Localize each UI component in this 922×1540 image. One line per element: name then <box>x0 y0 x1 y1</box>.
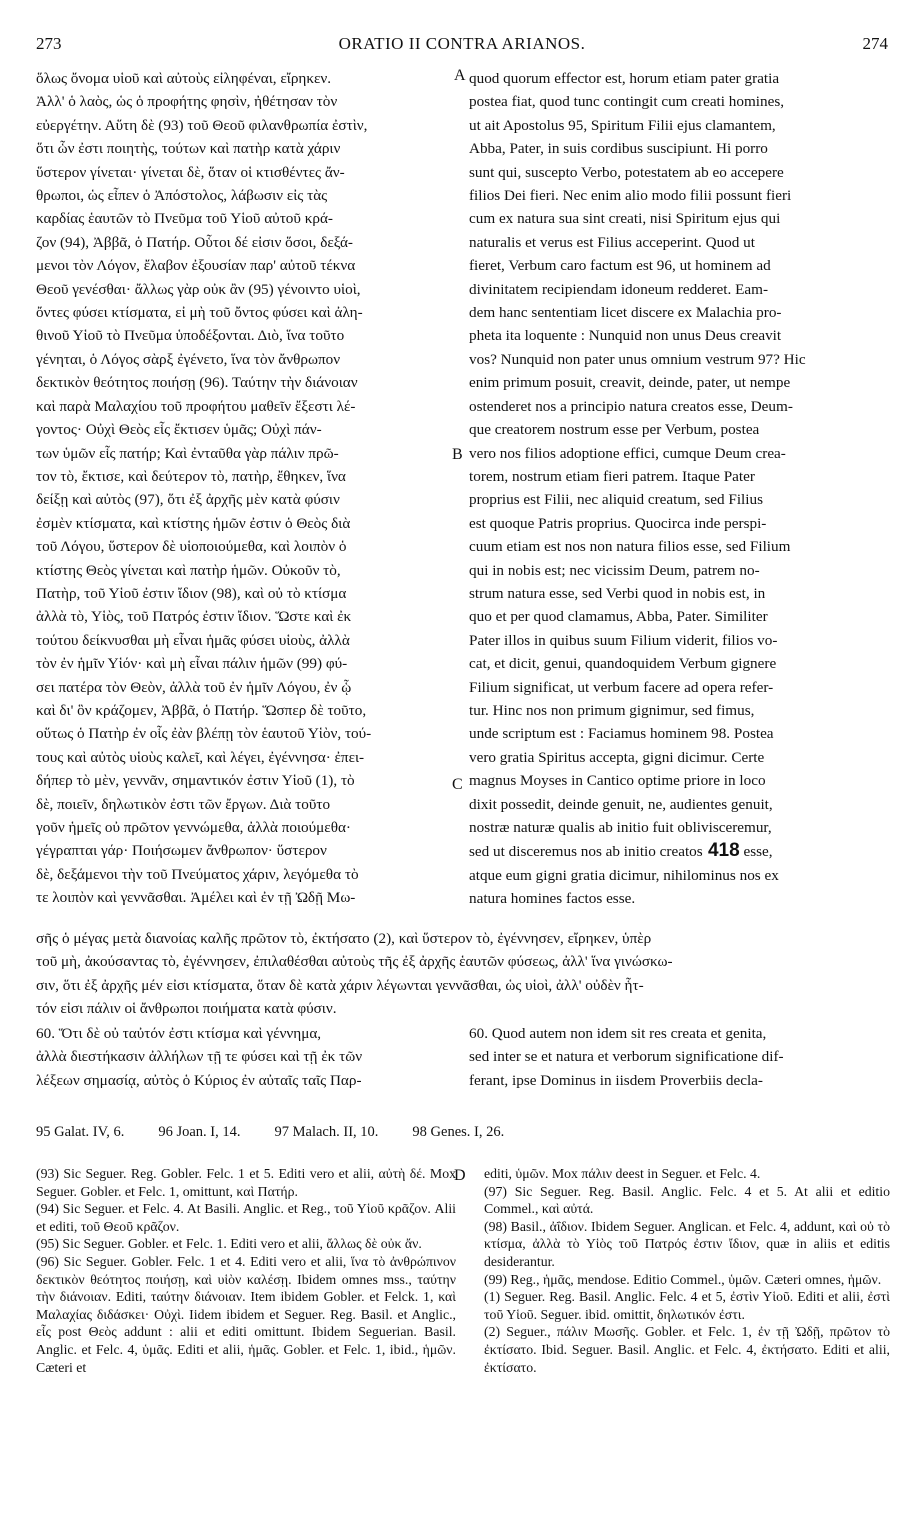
greek-text-line: εὐεργέτην. Αὕτη δὲ (93) τοῦ Θεοῦ φιλανθρωπία ἐστὶν, <box>36 116 368 134</box>
latin-text-line: quod quorum effector est, horum etiam pater gratia <box>469 70 780 87</box>
greek-text-line: καὶ παρὰ Μαλαχίου τοῦ προφήτου μαθεῖν ἔξεστι λέ- <box>36 397 356 415</box>
latin-text-line: enim primum posuit, creavit, deinde, pater, ut nempe <box>469 374 791 392</box>
greek-text-line: οὕτως ὁ Πατὴρ ἐν οἷς ἐὰν βλέπῃ τὸν ἑαυτοῦ Υἱὸν, τού- <box>36 725 372 743</box>
latin-text-line: sed inter se et natura et verborum significatione dif- <box>469 1048 784 1066</box>
latin-text-line: pheta ita loquente : Nunquid non unus Deus creavit <box>469 327 782 345</box>
column-number: 418 <box>702 840 740 862</box>
footnote: (95) Sic Seguer. Gobler. et Felc. 1. Editi vero et alii, ἄλλως δὲ οὐκ ἄν. <box>36 1236 422 1252</box>
latin-text-line: tur. Hinc nos non primum gignimur, sed fimus, <box>469 701 755 719</box>
greek-section-60 <box>36 1022 456 1092</box>
latin-text-line: fieret, Verbum caro factum est 96, ut hominem ad <box>469 257 771 275</box>
footnotes-right <box>484 1165 890 1376</box>
greek-text-line: τούτου δείκνυσθαι μὴ εἶναι ἡμᾶς φύσει υἱοὺς, ἀλλὰ <box>36 631 350 649</box>
latin-text-line: Filium significat, ut verbum facere ad opera refer- <box>469 678 774 696</box>
scripture-references <box>36 1124 890 1141</box>
greek-text-line: θινοῦ Υἱοῦ τὸ Πνεῦμα ὑποδέξονται. Διὸ, ἵνα τοῦτο <box>36 327 345 345</box>
greek-text-line: ὄντες φύσει κτίσματα, εἰ μὴ τοῦ ὄντος φύσει καὶ ἀλη- <box>36 304 363 322</box>
latin-text-line: ferant, ipse Dominus in iisdem Proverbiis decla- <box>469 1071 763 1089</box>
greek-text-line: σιν, ὅτι ἐξ ἀρχῆς μέν εἰσι κτίσματα, ὅταν δὲ κατὰ χάριν λέγωνται γεννᾶσθαι, ὡς υἱοὶ, ἀλλ' οὐδὲν ἧτ- <box>36 976 644 994</box>
latin-text-line: nostræ naturæ qualis ab initio fuit oblivisceremur, <box>469 819 772 836</box>
footnote: (94) Sic Seguer. et Felc. 4. At Basili. Anglic. et Reg., τοῦ Υἱοῦ κρᾶζον. Alii et editi, τοῦ Θεοῦ κρᾶζον. <box>36 1201 456 1234</box>
greek-text-line: γοῦν ἡμεῖς οὐ πρῶτον γεννώμεθα, ἀλλὰ ποιούμεθα· <box>36 819 351 836</box>
latin-text-line: magnus Moyses in Cantico optime priore in loco <box>469 772 766 790</box>
latin-text-line: vero nos filios adoptione effici, cumque Deum crea- <box>469 444 786 462</box>
latin-column <box>469 67 890 911</box>
greek-text-line: δὲ, δεξάμενοι τὴν τοῦ Πνεύματος χάριν, λεγόμεθα τὸ <box>36 865 359 883</box>
greek-text-line: γένηται, ὁ Λόγος σὰρξ ἐγένετο, ἵνα τὸν ἄνθρωπον <box>36 350 341 368</box>
running-title: ORATIO II CONTRA ARIANOS. <box>338 34 586 53</box>
latin-section-60 <box>469 1022 890 1092</box>
footnote: (97) Sic Seguer. Reg. Basil. Anglic. Felc. 4 et 5. At alii et editio Commel., καὶ αὐτά. <box>484 1183 890 1217</box>
greek-text-line: δὲ, ποιεῖν, δηλωτικὸν ἐστι τῶν ἔργων. Διὰ τοῦτο <box>36 795 331 813</box>
latin-text-line: atque eum gigni gratia dicimur, nihilominus nos ex <box>469 866 779 884</box>
greek-text-line: ἀλλὰ διεστήκασιν ἀλλήλων τῇ τε φύσει καὶ τῇ ἐκ τῶν <box>36 1048 363 1066</box>
greek-text-line: ὅτι ὧν ἐστι ποιητὴς, τούτων καὶ πατὴρ κατὰ χάριν <box>36 140 341 158</box>
footnote: (96) Sic Seguer. Gobler. Felc. 1 et 4. Editi vero et alii, ἵνα τὸ ἀνθρώπινον δεκτικὸν θεότητος ποιήσῃ, καὶ υἱὸν καλέσῃ. Ibidem omnes mss., ταύτην τὴν διάνοιαν. Editi, ταύτην διάνοιαν. Item ibidem Gobler. et Felck. 1, καὶ Μαλαχίας διδάσκει· Οὐχὶ. Iidem ibidem et Seguer. Reg. Basil. et Anglic., εἷς post Θεὸς addunt : alii et editi omittunt. Ibidem Seguerian. Basil. Anglic. et Felc. 4, ὑμᾶς. Editi et alii, ἡμᾶς. Gobler. et Felc. 1, ibid., ἡμῶν. Cæteri et <box>36 1253 456 1375</box>
greek-text-line: των ὑμῶν εἷς πατήρ; Καὶ ἐνταῦθα γὰρ πάλιν πρῶ- <box>36 444 339 462</box>
latin-text-line: filios Dei fieri. Nec enim alio modo filii possunt fieri <box>469 187 792 205</box>
left-page-number: 273 <box>36 34 62 53</box>
latin-text-line: Pater illos in quibus suum Filium viderit, filios vo- <box>469 631 778 649</box>
greek-text-line: δεκτικὸν θεότητος ποιήσῃ (96). Ταύτην τὴν διάνοιαν <box>36 374 358 392</box>
greek-text-line: ὕστερον γίνεται· γίνεται δὲ, ὅταν οἱ κτισθέντες ἄν- <box>36 163 345 181</box>
latin-text-line: 60. Quod autem non idem sit res creata et genita, <box>469 1025 767 1042</box>
latin-text-line: Abba, Pater, in suis cordibus suscipiunt. Hi porro <box>469 140 768 158</box>
greek-column <box>36 67 456 910</box>
margin-mark-c: C <box>452 776 463 793</box>
greek-text-line: τοῦ Λόγου, ὕστερον δὲ υἱοποιούμεθα, καὶ λοιπὸν ὁ <box>36 538 347 556</box>
latin-text-line: unde scriptum est : Faciamus hominem 98. Postea <box>469 725 774 743</box>
scripture-reference: 98 Genes. I, 26. <box>412 1124 505 1140</box>
greek-text-line: τους καὶ αὐτὸς υἱοὺς καλεῖ, καὶ λέγει, ἐγέννησα· ἐπει- <box>36 748 365 766</box>
latin-text-line: est quoque Patris proprius. Quocirca inde perspi- <box>469 514 767 532</box>
latin-text-line: cat, et dicit, genui, quandoquidem Verbum gignere <box>469 655 777 673</box>
greek-text-line: κτίστης Θεὸς γίνεται καὶ πατὴρ ἡμῶν. Οὐκοῦν τὸ, <box>36 561 341 579</box>
latin-text-line: natura homines factos esse. <box>469 890 636 908</box>
latin-text-line: qui in nobis est; nec vicissim Deum, patrem no- <box>469 561 760 579</box>
margin-mark-d: D <box>454 1167 466 1184</box>
greek-text-line: Ἀλλ' ὁ λαὸς, ὡς ὁ προφήτης φησὶν, ἠθέτησαν τὸν <box>36 93 338 111</box>
footnotes-left <box>36 1165 456 1376</box>
latin-text-line: quo et per quod clamamus, Abba, Pater. Similiter <box>469 608 768 626</box>
latin-text-line: cuum etiam est nos non natura filios esse, sed Filium <box>469 538 791 556</box>
latin-text-line: divinitatem recipiendam idoneum redderet. Eam- <box>469 280 768 298</box>
greek-text-line: τοῦ μὴ, ἀκούσαντας τὸ, ἐγέννησεν, ἐπιλαθέσθαι αὐτοὺς τῆς ἐξ ἀρχῆς ἑαυτῶν φύσεως, ἀλλ' ἵνα γινώσκω- <box>36 953 673 971</box>
greek-text-line: σει πατέρα τὸν Θεὸν, ἀλλὰ τοῦ ἐν ἡμῖν Λόγου, ἐν ᾧ <box>36 678 352 696</box>
latin-text-line: que creatorem nostrum esse per Verbum, postea <box>469 421 760 439</box>
latin-text-fragment: esse, <box>739 843 773 861</box>
greek-text-line: μενοι τὸν Λόγον, ἔλαβον ἐξουσίαν παρ' αὐτοῦ τέκνα <box>36 257 356 275</box>
greek-text-line: σῆς ὁ μέγας μετὰ διανοίας καλῆς πρῶτον τὸ, ἐκτήσατο (2), καὶ ὕστερον τὸ, ἐγέννησεν, εἴρηκεν, ὑπὲρ <box>36 930 652 947</box>
greek-text-line: τόν εἰσι πάλιν οἱ ἄνθρωποι ποιήματα κατὰ φύσιν. <box>36 1000 337 1018</box>
greek-full-width-paragraph <box>36 927 890 1021</box>
latin-text-line: sed ut disceremus nos ab initio creatos 418 esse, <box>469 840 773 862</box>
scripture-reference: 96 Joan. I, 14. <box>158 1124 241 1140</box>
latin-text-line: proprius est Filii, nec aliquid creatum, sed Filius <box>469 491 764 509</box>
footnote: editi, ὑμῶν. Mox πάλιν deest in Seguer. et Felc. 4. <box>484 1166 761 1181</box>
greek-text-line: δείξῃ καὶ αὐτὸς (97), ὅτι ἐξ ἀρχῆς μὲν κατὰ φύσιν <box>36 491 340 509</box>
greek-text-line: ζον (94), Ἀββᾶ, ὁ Πατήρ. Οὗτοι δέ εἰσιν ὅσοι, δεξά- <box>36 233 353 251</box>
latin-text-line: dixit possedit, deinde genuit, ne, audientes genuit, <box>469 795 773 813</box>
scripture-reference: 95 Galat. IV, 6. <box>36 1124 125 1140</box>
greek-text-line: ἐσμὲν κτίσματα, καὶ κτίστης ἡμῶν ἐστιν ὁ Θεὸς διὰ <box>36 514 351 532</box>
footnote: (99) Reg., ἡμᾶς, mendose. Editio Commel., ὑμῶν. Cæteri omnes, ἡμῶν. <box>484 1271 882 1287</box>
right-page-number: 274 <box>862 34 888 53</box>
greek-text-line: 60. Ὅτι δὲ οὐ ταὐτόν ἐστι κτίσμα καὶ γέννημα, <box>36 1025 322 1042</box>
latin-text-line: dem hanc sententiam licet discere ex Malachia pro- <box>469 304 782 322</box>
margin-mark-a: A <box>454 67 466 84</box>
greek-text-line: τε λοιπὸν καὶ γεννᾶσθαι. Ἀμέλει καὶ ἐν τῇ Ὠδῇ Μω- <box>36 889 356 907</box>
greek-text-line: τὸν ἐν ἡμῖν Υἱόν· καὶ μὴ εἶναι πάλιν ἡμῶν (99) φύ- <box>36 655 348 673</box>
latin-text-line: naturalis et verus est Filius acceperint. Quod ut <box>469 233 755 251</box>
latin-text-line: cum ex natura sua sint creati, nisi Spiritum ejus qui <box>469 210 781 228</box>
greek-text-line: τον τὸ, ἔκτισε, καὶ δεύτερον τὸ, πατὴρ, ἔθηκεν, ἵνα <box>36 467 346 485</box>
greek-text-line: λέξεων σημασίᾳ, αὐτὸς ὁ Κύριος ἐν αὐταῖς ταῖς Παρ- <box>36 1071 362 1089</box>
footnote: (1) Seguer. Reg. Basil. Anglic. Felc. 4 et 5, ἐστὶν Υἱοῦ. Editi et alii, ἐστὶ τοῦ Υἱοῦ. Seguer. ibid. omittit, δηλωτικόν ἐστι. <box>484 1289 890 1322</box>
greek-text-line: Πατὴρ, τοῦ Υἱοῦ ἐστιν ἴδιον (98), καὶ οὐ τὸ κτίσμα <box>36 584 347 602</box>
margin-mark-b: B <box>452 446 463 463</box>
greek-text-line: Θεοῦ γενέσθαι· ἄλλως γὰρ οὐκ ἂν (95) γένοιντο υἱοὶ, <box>36 280 361 298</box>
greek-text-line: ὅλως ὄνομα υἱοῦ καὶ αὐτοὺς εἰληφέναι, εἴρηκεν. <box>36 70 332 87</box>
latin-text-line: ostenderet nos a principio natura creatos esse, Deum- <box>469 397 793 415</box>
latin-text-line: sunt qui, suscepto Verbo, potestatem ab eo accepere <box>469 163 784 181</box>
scripture-reference: 97 Malach. II, 10. <box>274 1124 379 1140</box>
greek-text-line: γοντος· Οὐχὶ Θεὸς εἷς ἔκτισεν ὑμᾶς; Οὐχὶ πάν- <box>36 421 322 439</box>
footnote: (93) Sic Seguer. Reg. Gobler. Felc. 1 et 5. Editi vero et alii, αὐτὴ δέ. Mox Seguer. Gobler. et Felc. 1, omittunt, καὶ Πατήρ. <box>36 1166 456 1199</box>
footnote: (98) Basil., ἀΐδιον. Ibidem Seguer. Anglican. et Felc. 4, addunt, καὶ οὐ τὸ κτίσμα, ἀλλὰ τὸ Υἱὸς τοῦ Πατρός ἐστιν ἴδιον, quæ in aliis et editis desiderantur. <box>484 1218 890 1269</box>
greek-text-line: ἀλλὰ τὸ, Υἱὸς, τοῦ Πατρός ἐστιν ἴδιον. Ὥστε καὶ ἐκ <box>36 608 352 626</box>
latin-text-line: torem, nostrum etiam fieri patrem. Itaque Pater <box>469 467 755 485</box>
latin-text-line: ut ait Apostolus 95, Spiritum Filii ejus clamantem, <box>469 116 776 134</box>
greek-text-line: καὶ δι' ὃν κράζομεν, Ἀββᾶ, ὁ Πατήρ. Ὥσπερ δὲ τοῦτο, <box>36 701 367 719</box>
latin-text-line: vero gratia Spiritus accepta, gigni dicimur. Certe <box>469 748 765 766</box>
latin-text-line: strum natura esse, sed Verbi quod in nobis est, in <box>469 584 766 602</box>
greek-text-line: γέγραπται γάρ· Ποιήσωμεν ἄνθρωπον· ὕστερον <box>36 842 327 860</box>
latin-text-line: postea fiat, quod tunc contingit cum creati homines, <box>469 93 785 111</box>
footnote: (2) Seguer., πάλιν Μωσῆς. Gobler. et Felc. 1, ἐν τῇ Ὠδῇ, πρῶτον τὸ ἐκτίσατο. Ibid. Seguer. Basil. Anglic. et Felc. 4, ἐκτήσατο. Editi et alii, ἐκτίσατο. <box>484 1324 890 1375</box>
page-header <box>36 34 888 58</box>
latin-text-line: vos? Nunquid non pater unus omnium vestrum 97? Hic <box>469 350 806 368</box>
greek-text-line: δήπερ τὸ μὲν, γεννᾶν, σημαντικόν ἐστιν Υἱοῦ (1), τὸ <box>36 772 355 790</box>
greek-text-line: καρδίας ἑαυτῶν τὸ Πνεῦμα τοῦ Υἱοῦ αὐτοῦ κρά- <box>36 210 333 228</box>
greek-text-line: θρωποι, ὡς εἶπεν ὁ Ἀπόστολος, λάβωσιν εἰς τὰς <box>36 187 328 205</box>
